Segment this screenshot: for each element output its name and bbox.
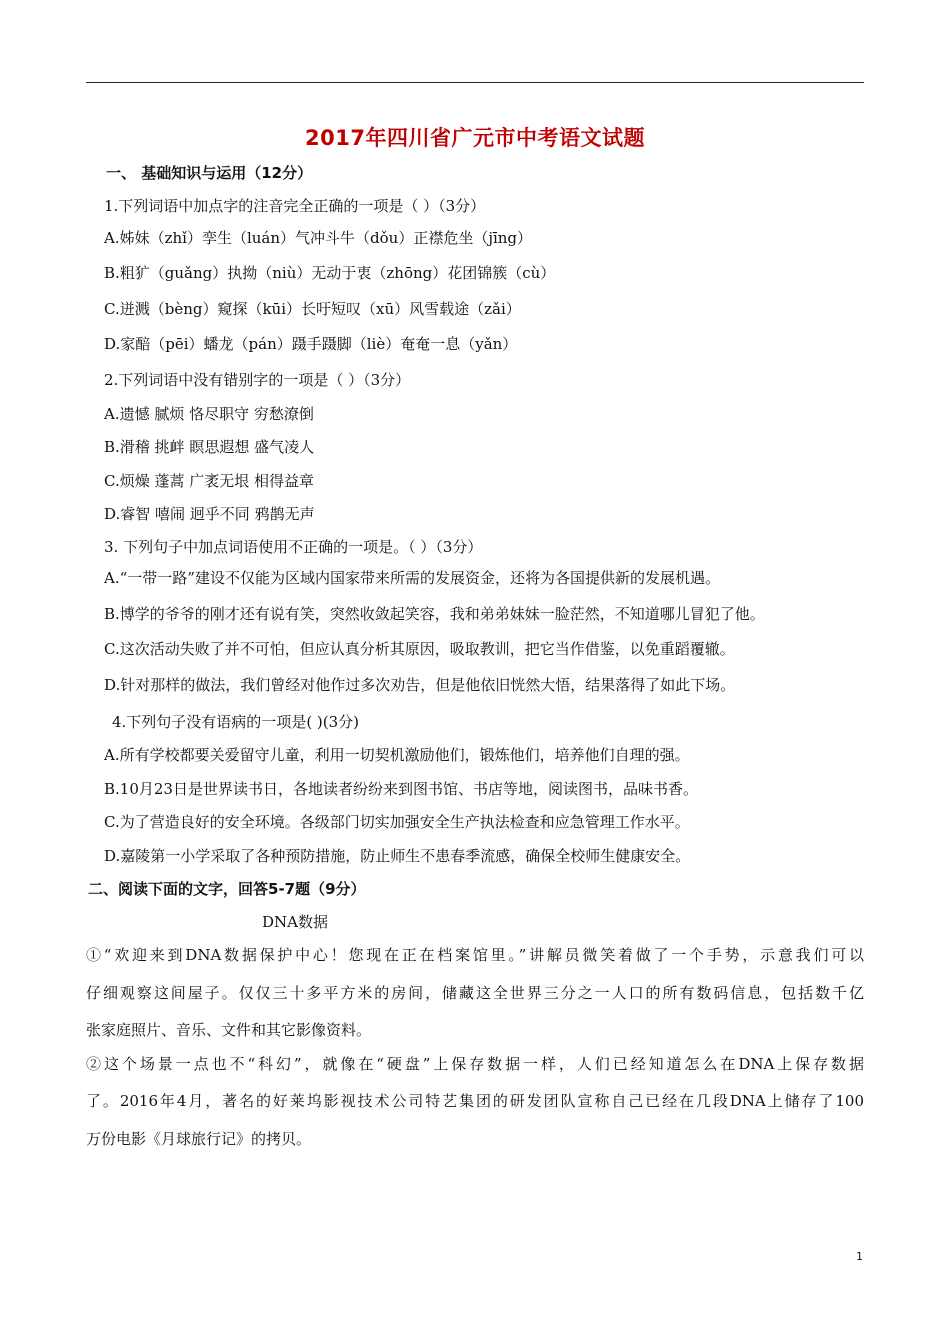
line-q2c: C.烦燥 蓬蒿 广袤无垠 相得益章 xyxy=(104,472,315,490)
line-pt: DNA数据 xyxy=(262,913,328,931)
passage-p2-line-2: 万份电影《月球旅行记》的拷贝。 xyxy=(86,1130,312,1148)
line-s1: 一、 基础知识与运用（12分） xyxy=(106,164,313,182)
line-q2d: D.睿智 嘻闹 迥乎不同 鸦鹊无声 xyxy=(104,505,315,523)
line-q4a: A.所有学校都要关爱留守儿童，利用一切契机激励他们，锻炼他们，培养他们自理的强。 xyxy=(104,746,690,764)
line-q3a: A.“一带一路”建设不仅能为区域内国家带来所需的发展资金，还将为各国提供新的发展机遇。 xyxy=(104,569,720,587)
passage-p1-line-0: ①“欢迎来到DNA数据保护中心！您现在正在档案馆里。”讲解员微笑着做了一个手势，示意我们可以 xyxy=(86,946,864,964)
line-q3c: C.这次活动失败了并不可怕，但应认真分析其原因，吸取教训，把它当作借鉴，以免重蹈覆辙。 xyxy=(104,640,735,658)
line-q2: 2.下列词语中没有错别字的一项是（ ）（3分） xyxy=(104,371,411,389)
line-q1d: D.家醅（pēi）蟠龙（pán）蹑手蹑脚（liè）奄奄一息（yǎn） xyxy=(104,335,518,353)
line-q2a: A.遗憾 腻烦 恪尽职守 穷愁潦倒 xyxy=(104,405,314,423)
line-q1: 1.下列词语中加点字的注音完全正确的一项是（ ）（3分） xyxy=(104,197,486,215)
line-q3d: D.针对那样的做法，我们曾经对他作过多次劝告，但是他依旧恍然大悟，结果落得了如此下场。 xyxy=(104,676,736,694)
line-q4: 4.下列句子没有语病的一项是( )(3分) xyxy=(112,713,360,731)
passage-p1-line-2: 张家庭照片、音乐、文件和其它影像资料。 xyxy=(86,1021,372,1039)
line-s2: 二、阅读下面的文字，回答5-7题（9分） xyxy=(88,880,366,898)
line-q4b: B.10月23日是世界读书日，各地读者纷纷来到图书馆、书店等地，阅读图书，品味书香。 xyxy=(104,780,698,798)
passage-p2-line-1: 了。2016年4月，著名的好莱坞影视技术公司特艺集团的研发团队宣称自己已经在几段DNA上储存了100 xyxy=(86,1092,864,1110)
line-q1c: C.迸溅（bèng）窥探（kūi）长吁短叹（xū）风雪载途（zǎi） xyxy=(104,300,521,318)
line-q1b: B.粗犷（guǎng）执拗（niù）无动于衷（zhōng）花团锦簇（cù） xyxy=(104,264,556,282)
page-number: 1 xyxy=(856,1250,863,1263)
line-q3: 3. 下列句子中加点词语使用不正确的一项是。（ ）（3分） xyxy=(104,538,483,556)
line-q2b: B.滑稽 挑衅 瞑思遐想 盛气凌人 xyxy=(104,438,315,456)
line-q4d: D.嘉陵第一小学采取了各种预防措施，防止师生不患春季流感，确保全校师生健康安全。 xyxy=(104,847,691,865)
passage-p1-line-1: 仔细观察这间屋子。仅仅三十多平方米的房间，储藏这全世界三分之一人口的所有数码信息，包括数千亿 xyxy=(86,984,864,1002)
line-q3b: B.博学的爷爷的刚才还有说有笑，突然收敛起笑容，我和弟弟妹妹一脸茫然，不知道哪儿冒犯了他。 xyxy=(104,605,765,623)
passage-p2-line-0: ②这个场景一点也不“科幻”，就像在“硬盘”上保存数据一样，人们已经知道怎么在DNA上保存数据 xyxy=(86,1055,864,1073)
header-rule xyxy=(86,82,864,83)
line-q1a: A.姊妹（zhǐ）孪生（luán）气冲斗牛（dǒu）正襟危坐（jīng） xyxy=(104,229,533,247)
page-title: 2017年四川省广元市中考语文试题 xyxy=(305,126,645,150)
line-q4c: C.为了营造良好的安全环境。各级部门切实加强安全生产执法检查和应急管理工作水平。 xyxy=(104,813,690,831)
